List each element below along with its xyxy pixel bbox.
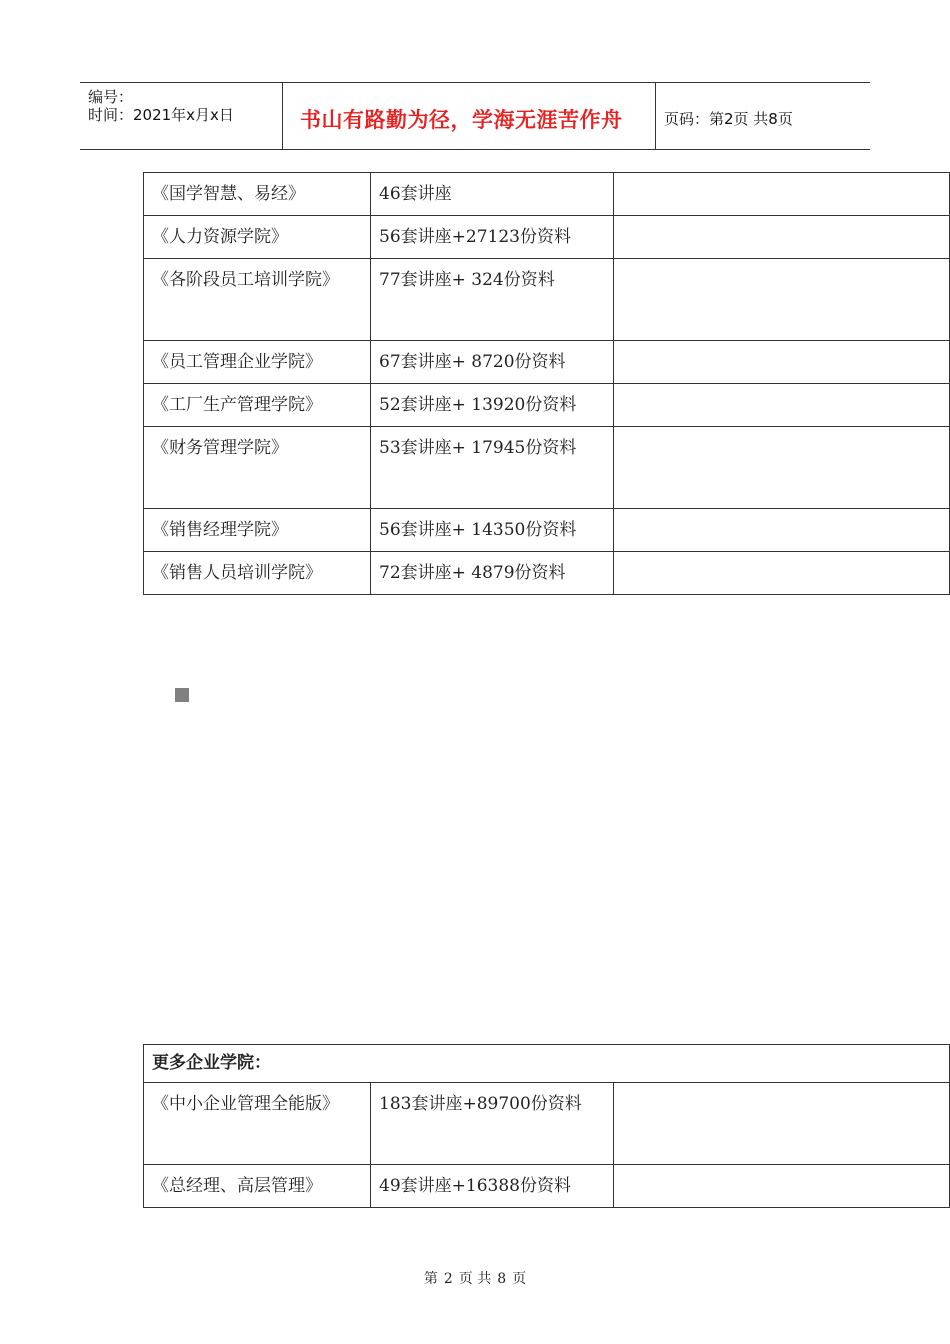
course-detail: 67套讲座+ 8720份资料 <box>371 341 614 384</box>
course-detail: 56套讲座+ 14350份资料 <box>371 509 614 552</box>
course-table <box>143 172 950 595</box>
course-name: 《工厂生产管理学院》 <box>144 384 371 427</box>
course-detail: 77套讲座+ 324份资料 <box>371 259 614 341</box>
course-note <box>614 173 950 216</box>
course-detail: 53套讲座+ 17945份资料 <box>371 427 614 509</box>
page-footer <box>0 1268 950 1288</box>
course-name: 《员工管理企业学院》 <box>144 341 371 384</box>
table-row <box>144 384 950 427</box>
course-note <box>614 552 950 595</box>
course-name: 《销售人员培训学院》 <box>144 552 371 595</box>
header-motto: 书山有路勤为径，学海无涯苦作舟 <box>300 108 623 132</box>
doc-date-label: 时间：2021年x月x日 <box>88 106 234 124</box>
course-note <box>614 216 950 259</box>
course-note <box>614 1165 950 1208</box>
header-divider-right <box>655 82 656 150</box>
table-row <box>144 552 950 595</box>
course-detail: 46套讲座 <box>371 173 614 216</box>
course-note <box>614 341 950 384</box>
table-heading: 更多企业学院： <box>144 1045 950 1083</box>
doc-number-label: 编号： <box>88 88 134 106</box>
table-row <box>144 341 950 384</box>
course-name: 《国学智慧、易经》 <box>144 173 371 216</box>
footer-current-page: 2 <box>443 1271 453 1287</box>
table-heading-row <box>144 1045 950 1083</box>
course-note <box>614 427 950 509</box>
header-divider-left <box>282 82 283 150</box>
course-name: 《中小企业管理全能版》 <box>144 1083 371 1165</box>
table-row <box>144 1083 950 1165</box>
table-row <box>144 1165 950 1208</box>
footer-total-pages: 8 <box>497 1271 507 1287</box>
course-note <box>614 259 950 341</box>
course-name: 《各阶段员工培训学院》 <box>144 259 371 341</box>
course-name: 《财务管理学院》 <box>144 427 371 509</box>
page-indicator: 页码：第2页 共8页 <box>664 110 793 128</box>
footer-mid: 页 共 <box>458 1271 492 1287</box>
course-detail: 72套讲座+ 4879份资料 <box>371 552 614 595</box>
table-row <box>144 427 950 509</box>
course-detail: 183套讲座+89700份资料 <box>371 1083 614 1165</box>
table-row <box>144 509 950 552</box>
course-note <box>614 509 950 552</box>
course-detail: 49套讲座+16388份资料 <box>371 1165 614 1208</box>
footer-suffix: 页 <box>512 1271 527 1287</box>
more-colleges-table <box>143 1044 950 1208</box>
course-note <box>614 1083 950 1165</box>
course-detail: 52套讲座+ 13920份资料 <box>371 384 614 427</box>
header-bottom-rule <box>80 149 870 150</box>
course-name: 《总经理、高层管理》 <box>144 1165 371 1208</box>
header-top-rule <box>80 82 870 83</box>
table-row <box>144 216 950 259</box>
course-detail: 56套讲座+27123份资料 <box>371 216 614 259</box>
course-note <box>614 384 950 427</box>
table-row <box>144 259 950 341</box>
square-bullet-icon <box>175 688 189 702</box>
footer-prefix: 第 <box>423 1271 438 1287</box>
course-name: 《销售经理学院》 <box>144 509 371 552</box>
table-row <box>144 173 950 216</box>
course-name: 《人力资源学院》 <box>144 216 371 259</box>
